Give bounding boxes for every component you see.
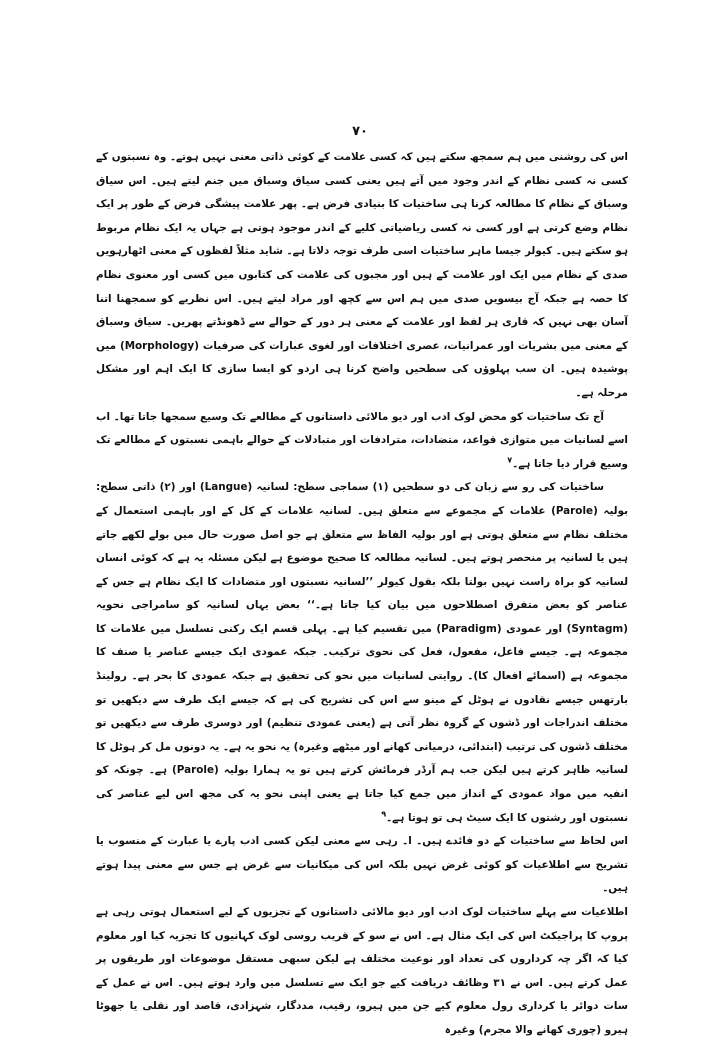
page-number: ۷۰ [352,124,368,139]
footnote-marker: ۹ [381,809,387,819]
paragraph-3 [96,476,628,830]
paragraph-5 [96,901,628,1043]
footnote-marker: ۷ [507,455,513,465]
paragraph-4-text: اس لحاظ سے ساختیات کے دو فائدے ہیں۔ ا۔ رہی سے معنی لیکن کسی ادب پارے یا عبارت کے منسوب یا تشریح سے اطلاعیات کو کوئی غرض نہیں بلکہ اس کی میکانیات سے غرض ہے جس سے معنی پیدا ہوتے ہیں۔ [96,835,628,895]
paragraph-3-text: ساختیات کی رو سے زبان کی دو سطحیں (۱) سماجی سطح: لسانیہ (Langue) اور (۲) ذاتی سطح: بولیہ (Parole) علامات کے مجموعے سے متعلق ہیں۔ لسانیہ علامات کے کل کے اور باہمی استعمال کے مختلف نظام سے متعلق ہوتی ہے اور بولیہ الفاظ سے متعلق ہے جو اصل صورت حال میں بولے لکھے جاتے ہیں یا لسانیہ پر منحصر ہوتے ہیں۔ لسانیہ مطالعہ کا صحیح موضوع ہے لیکن مسئلہ یہ ہے کہ کوئی انسان لسانیہ کو براہ راست نہیں بولتا بلکہ بقول کیولر ’’لسانیہ نسبتوں اور متضادات کا ایک نظام ہے جس کے عناصر کو بعض متفرق اصطلاحوں میں بیان کیا جاتا ہے۔‘‘ بعض یہاں لسانیہ کو سامراجی نحویہ (Syntagm) اور عمودی (Paradigm) میں تقسیم کیا ہے۔ پہلی قسم ایک رکنی تسلسل میں علامات کا مجموعہ ہے۔ جیسے فاعل، مفعول، فعل کی نحوی ترکیب۔ جبکہ عمودی ایک جیسے عناصر یا صنف کا مجموعہ ہے (اسمائے افعال کا)۔ روایتی لسانیات میں نحو کی تحقیق ہے جبکہ عمودی کا بحر ہے۔ رولینڈ بارتھس جیسے نقادوں نے ہوٹل کے مینو سے اس کی تشریح کی ہے کہ جیسے ایک طرف سے دیکھیں تو مختلف اندراجات اور ڈشوں کے گروہ نظر آتی ہے (یعنی عمودی تنظیم) اور دوسری طرف سے دیکھیں تو مختلف ڈشوں کی ترتیب (ابتدائی، درمیانی کھانے اور میٹھے وغیرہ) یہ نحو یہ ہے۔ یہ دونوں مل کر ہوٹل کا لسانیہ ظاہر کرتے ہیں لیکن جب ہم آرڈر فرمائش کرتے ہیں تو یہ ہمارا بولیہ (Parole) ہے۔ چونکہ کو انفیہ میں مواد عمودی کے انداز میں جمع کیا جاتا ہے یعنی اپنی نحو یہ کی مجھ اس لیے عناصر کی نسبتوں اور رشتوں کا ایک سیٹ ہی تو ہوتا ہے۔ [96,481,629,824]
paragraph-2 [96,406,628,477]
paragraph-5-text: اطلاعیات سے پہلے ساختیات لوک ادب اور دیو مالائی داستانوں کے تجزیوں کے لیے استعمال ہوتی رہی ہے پروپ کا پراجیکٹ اس کی ایک مثال ہے۔ اس نے سو کے قریب روسی لوک کہانیوں کا تجزیہ کیا اور معلوم کیا کہ اگر چہ کرداروں کی تعداد اور نوعیت مختلف ہے لیکن سبھی مستقل موضوعات اور طریقوں پر عمل کرتے ہیں۔ اس نے ۳۱ وظائف دریافت کیے جو ایک سے تسلسل میں وارد ہوتے ہیں۔ اس نے عمل کے سات دوائر یا کرداری رول معلوم کیے جن میں ہیرو، رقیب، مددگار، شہزادی، قاصد اور نقلی یا جھوٹا ہیرو (چوری کھانے والا مجرم) وغیرہ [96,906,628,1036]
paragraph-1 [96,146,628,406]
paragraph-4 [96,830,628,901]
paragraph-2-text: آج تک ساختیات کو محض لوک ادب اور دیو مالائی داستانوں کے مطالعے تک وسیع سمجھا جاتا تھا۔ اب اسے لسانیات میں متوازی قواعد، متضادات، مترادفات اور متبادلات کے حوالے باہمی نسبتوں کے مطالعے تک وسیع قرار دیا جاتا ہے۔ [96,410,628,470]
body-text [96,146,628,1043]
paragraph-1-text: اس کی روشنی میں ہم سمجھ سکتے ہیں کہ کسی علامت کے کوئی ذاتی معنی نہیں ہوتے۔ وہ نسبتوں کے کسی نہ کسی نظام کے اندر وجود میں آتے ہیں یعنی کسی سیاق وسباق میں جنم لیتے ہیں۔ اس سیاق وسباق کے نظام کا مطالعہ کرنا ہی ساختیات کا بنیادی فرض ہے۔ پھر علامت پیشگی فرض کے طور پر ایک نظام وضع کرتی ہے اور کسی نہ کسی ریاضیاتی کلیے کے اندر موجود ہوتی ہے جہاں یہ ایک نظام مربوط ہو سکتے ہیں۔ کیولر جیسا ماہر ساختیات اسی طرف توجہ دلاتا ہے۔ شاید مثلاً لفظوں کے معنی اٹھارہویں صدی کے نظام میں ایک اور علامت کے ہیں اور مجبوں کی علامت کی کتابوں میں کسی اور معنوی نظام کا حصہ ہے جبکہ آج بیسویں صدی میں ہم اس سے کچھ اور مراد لیتے ہیں۔ اس نظریے کو سمجھنا اتنا آسان بھی نہیں کہ قاری ہر لفظ اور علامت کے معنی ہر دور کے حوالے سے ڈھونڈتے پھریں۔ سیاق وسباق کے معنی میں بشریات اور عمرانیات، عصری اختلافات اور لغوی عبارات کی صرفیات (Morphology) میں پوشیدہ ہیں۔ ان سب پہلوؤں کی سطحیں واضح کرنا ہی اردو کو ایسا سازی کا ایک اہم اور مشکل مرحلہ ہے۔ [96,151,628,399]
